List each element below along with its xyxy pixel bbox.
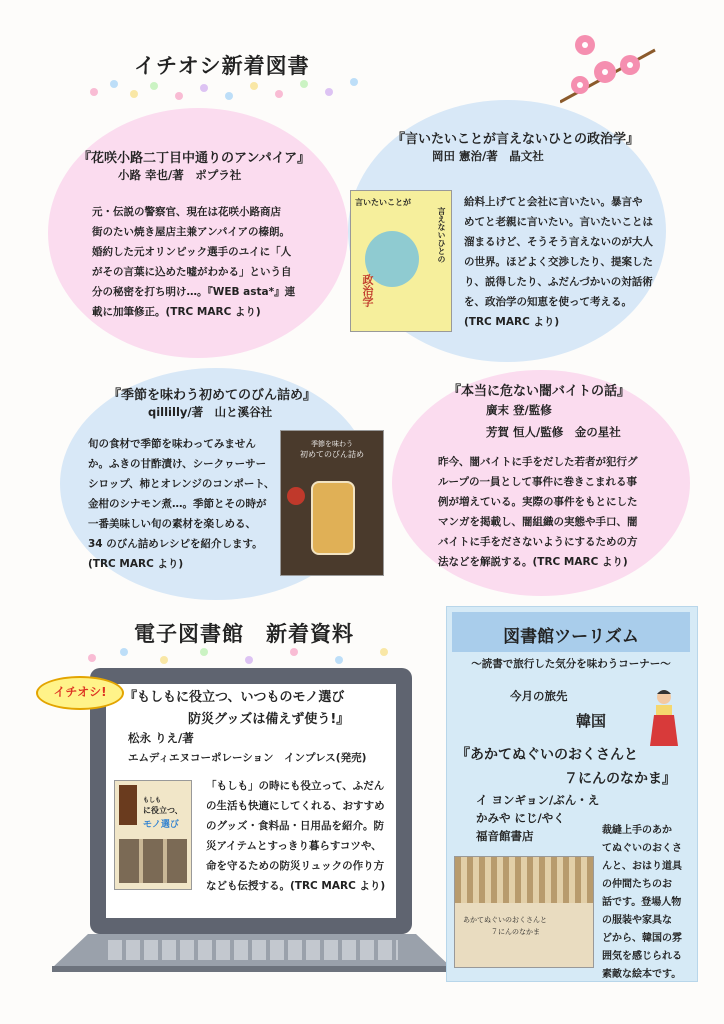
- book3-author: qillilly/著 山と溪谷社: [148, 405, 273, 419]
- recommend-badge: イチオシ!: [36, 676, 124, 710]
- tourism-heading: 図書館ツーリズム: [503, 627, 639, 647]
- tourism-subtitle: ～読書で旅行した気分を味わうコーナー～: [471, 658, 671, 670]
- tourism-cover: あかてぬぐいのおくさんと ７にんのなかま: [454, 856, 594, 968]
- ebook-desc: 「もしも」の時にも役立って、ふだん の生活も快適にしてくれる、おすすめ のグッズ・食料品・日用品を紹介。防 災アイテムとすっきり暮らすコツや、 命を守るための防災リュックの作り方 なども伝授する。(TRC MARC より): [206, 780, 386, 892]
- ebook-author: 松永 りえ/著: [128, 731, 194, 745]
- laptop-bottom-edge: [52, 966, 452, 972]
- laptop-keys: [108, 940, 398, 960]
- tourism-desc: 裁縫上手のあか てぬぐいのおくさ んと、おはり道具 の仲間たちのお 話です。登場人物 の服装や家具な どから、韓国の雰 囲気を感じられる 素敵な絵本です。: [602, 825, 682, 980]
- book4-author1: 廣末 登/監修: [486, 403, 552, 417]
- ebook-title-line1: 『もしもに役立つ、いつものモノ選び: [124, 690, 345, 705]
- destination-label: 今月の旅先: [510, 689, 568, 703]
- ebook-publisher: エムディエヌコーポレーション インプレス(発売): [128, 752, 367, 764]
- book1-title: 『花咲小路二丁目中通りのアンパイア』: [78, 151, 311, 166]
- book3-desc: 旬の食材で季節を味わってみません か。ふきの甘酢漬け、シークヮーサー シロップ、柿とオレンジのコンポート、 金柑のシナモン煮…。季節とその時が 一番美味しい旬の素材を楽しめる、 34 のびん詰めレシピを紹介します。 (TRC MARC より): [88, 438, 275, 570]
- book4-desc: 昨今、闇バイトに手をだした若者が犯行グ ループの一員として事件に巻きこまれる事 例が増えている。実際の事件をもとにした マンガを掲載し、闇組織の実態や手口、闇 バイトに手をださないようにするための方 法などを解説する。(TRC MARC より): [438, 456, 638, 568]
- ebook-title-line2: 防災グッズは備えず使う!』: [188, 712, 350, 727]
- destination-country: 韓国: [576, 712, 607, 730]
- book1-author: 小路 幸也/著 ポプラ社: [118, 168, 242, 182]
- book4-author2: 芳賀 恒人/監修 金の星社: [486, 425, 621, 439]
- ebook-cover: もしも に役立つ、 モノ選び: [114, 780, 192, 890]
- book2-title: 『言いたいことが言えないひとの政治学』: [392, 132, 640, 147]
- tourism-author1: イ ヨンギョン/ぶん・え: [476, 793, 600, 807]
- tourism-title-line2: ７にんのなかま』: [564, 771, 676, 787]
- page-title: イチオシ新着図書: [134, 54, 310, 78]
- hanbok-figure-icon: [648, 688, 680, 748]
- ebook-heading: 電子図書館 新着資料: [134, 622, 354, 646]
- book2-desc: 給料上げてと会社に言いたい。暴言や めてと老親に言いたい。言いたいことは 溜まるけど、そうそう言えないのが大人 の世界。ほどよく交渉したり、提案した り、説得したり、ふだんづかいの対話術 を、政治学の知恵を使って考える。 (TRC MARC より): [464, 196, 653, 328]
- book1-desc: 元・伝説の警察官、現在は花咲小路商店 街のたい焼き屋店主兼アンパイアの榛朗。 婚約した元オリンピック選手のユイに「人 がその言葉に込めた嘘がわかる」という自 分の秘密を打ち明け…。『WEB asta*』連 載に加筆修正。(TRC MARC より): [92, 206, 296, 318]
- tourism-author2: かみや にじ/やく: [476, 811, 565, 825]
- book2-cover: 言いたいことが 言えないひとの 政治学: [350, 190, 452, 332]
- book2-author: 岡田 憲治/著 晶文社: [432, 149, 544, 163]
- book4-title: 『本当に危ない闇バイトの話』: [448, 384, 631, 399]
- tourism-title-line1: 『あかてぬぐいのおくさんと: [456, 747, 638, 763]
- book3-title: 『季節を味わう初めてのびん詰め』: [108, 388, 317, 403]
- book3-cover: 季節を味わう 初めてのびん詰め: [280, 430, 384, 576]
- plum-blossom-icon: [560, 30, 660, 110]
- tourism-publisher: 福音館書店: [476, 829, 534, 843]
